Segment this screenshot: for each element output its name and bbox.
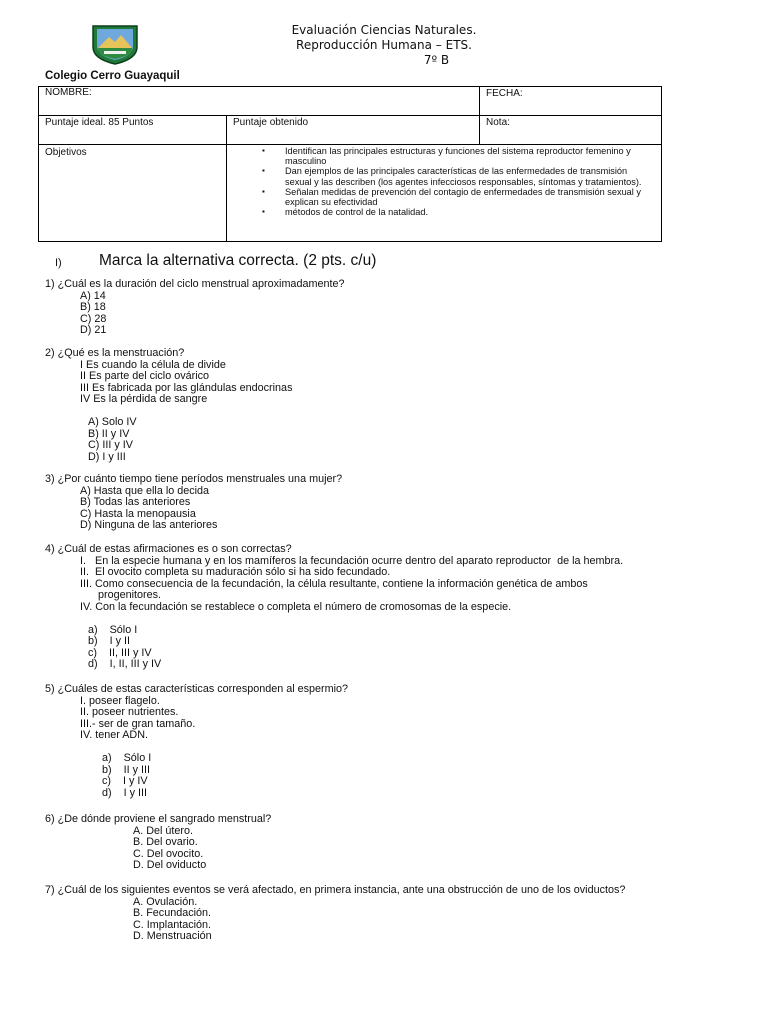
puntaje-obtenido-label: Puntaje obtenido [233, 117, 309, 128]
question-3 [45, 474, 342, 532]
question-text: 3) ¿Por cuánto tiempo tiene períodos menstruales una mujer? [45, 473, 343, 485]
puntaje-ideal: Puntaje ideal. 85 Puntos [45, 117, 154, 128]
question-text: 5) ¿Cuáles de estas características corresponden al espermio? [45, 683, 349, 695]
statement-iv: IV. tener ADN. [80, 729, 149, 742]
option-d[interactable]: D) Ninguna de las anteriores [80, 519, 218, 532]
statement-iv: IV. Con la fecundación se restablece o completa el número de cromosomas de la especie. [80, 600, 512, 613]
puntaje-obtenido-field[interactable] [227, 116, 480, 145]
option-d[interactable]: D) I y III [88, 450, 126, 463]
question-text: 1) ¿Cuál es la duración del ciclo menstrual aproximadamente? [45, 278, 345, 290]
objetivo-item: ▪ Identifican las principales estructuras y funciones del sistema reproductor femenino y masculino [285, 146, 655, 166]
section-number: I) [55, 257, 62, 269]
statement-ii: II. El ovocito completa su maduración sólo si ha sido fecundado. [80, 566, 391, 579]
option-b[interactable]: B. Del ovario. [133, 836, 198, 849]
option-b[interactable]: B) 18 [80, 301, 106, 314]
objetivo-item: ▪ Señalan medidas de prevención del contagio de enfermedades de transmisión sexual y explican su efectividad [285, 187, 655, 207]
nombre-field[interactable] [39, 87, 480, 116]
statement-iii: III.- ser de gran tamaño. [80, 717, 196, 730]
question-text: 4) ¿Cuál de estas afirmaciones es o son correctas? [45, 543, 292, 555]
objetivos-label: Objetivos [45, 147, 87, 158]
option-b[interactable]: b) II y III [102, 763, 150, 776]
statement-i: I. poseer flagelo. [80, 694, 160, 707]
option-a[interactable]: A) Hasta que ella lo decida [80, 484, 210, 497]
exam-title-block [0, 23, 768, 68]
question-5 [45, 684, 348, 799]
option-c[interactable]: c) I y IV [102, 775, 148, 788]
question-6 [45, 814, 271, 872]
option-b[interactable]: B) II y IV [88, 427, 130, 440]
statement-iii-cont: progenitores. [80, 589, 162, 602]
option-c[interactable]: C. Del ovocito. [133, 847, 204, 860]
statement-ii: II. poseer nutrientes. [80, 706, 179, 719]
fecha-label: FECHA: [486, 88, 523, 99]
statement-i: I Es cuando la célula de divide [80, 358, 226, 371]
school-name: Colegio Cerro Guayaquil [45, 70, 180, 82]
question-text: 6) ¿De dónde proviene el sangrado menstrual? [45, 813, 272, 825]
objetivos-list-cell [227, 145, 662, 242]
section-title: Marca la alternativa correcta. (2 pts. c/u) [99, 252, 377, 269]
option-d[interactable]: d) I y III [102, 786, 147, 799]
question-2 [45, 348, 292, 463]
option-a[interactable]: A) 14 [80, 289, 106, 302]
question-1 [45, 279, 344, 337]
option-d[interactable]: D. Del oviducto [133, 859, 207, 872]
option-b[interactable]: B) Todas las anteriores [80, 496, 191, 509]
nombre-label: NOMBRE: [45, 87, 92, 98]
statement-ii: II Es parte del ciclo ovárico [80, 370, 210, 383]
statement-i: I. En la especie humana y en los mamíferos la fecundación ocurre dentro del aparato reproductor de la hembra. [80, 554, 624, 567]
option-c[interactable]: C. Implantación. [133, 918, 212, 931]
question-text: 7) ¿Cuál de los siguientes eventos se verá afectado, en primera instancia, ante una obstrucción de uno de los oviductos? [45, 884, 626, 896]
nota-field[interactable] [480, 116, 662, 145]
option-a[interactable]: A) Solo IV [88, 415, 137, 428]
option-c[interactable]: c) II, III y IV [88, 646, 152, 659]
option-b[interactable]: b) I y II [88, 635, 130, 648]
objetivo-item: ▪ métodos de control de la natalidad. [285, 207, 655, 217]
fecha-field[interactable] [480, 87, 662, 116]
option-d[interactable]: D) 21 [80, 324, 107, 337]
option-a[interactable]: A. Ovulación. [133, 895, 198, 908]
objetivos-cell [39, 145, 227, 242]
nota-label: Nota: [486, 117, 510, 128]
option-a[interactable]: A. Del útero. [133, 824, 194, 837]
exam-subtitle: Reproducción Humana – ETS. [296, 38, 472, 52]
option-c[interactable]: C) 28 [80, 312, 107, 325]
puntaje-ideal-cell [39, 116, 227, 145]
objetivos-list [233, 145, 655, 217]
question-4 [45, 544, 623, 671]
exam-title: Evaluación Ciencias Naturales. [291, 23, 477, 37]
option-a[interactable]: a) Sólo I [102, 751, 152, 764]
question-text: 2) ¿Qué es la menstruación? [45, 347, 185, 359]
option-c[interactable]: C) III y IV [88, 439, 133, 452]
option-d[interactable]: d) I, II, III y IV [88, 658, 162, 671]
statement-iv: IV Es la pérdida de sangre [80, 393, 208, 406]
option-b[interactable]: B. Fecundación. [133, 907, 212, 920]
option-c[interactable]: C) Hasta la menopausia [80, 507, 196, 520]
question-7 [45, 885, 625, 943]
objetivo-item: ▪ Dan ejemplos de las principales características de las enfermedades de transmisión sexual y las describen (los agentes infecciosos responsables, síntomas y tratamientos). [285, 166, 655, 186]
exam-class: 7º B [423, 53, 450, 67]
student-info-table [38, 86, 662, 242]
statement-iii: III. Como consecuencia de la fecundación, la célula resultante, contiene la información genética de ambos [80, 577, 588, 590]
statement-iii: III Es fabricada por las glándulas endocrinas [80, 381, 293, 394]
option-d[interactable]: D. Menstruación [133, 930, 212, 943]
option-a[interactable]: a) Sólo I [88, 623, 138, 636]
